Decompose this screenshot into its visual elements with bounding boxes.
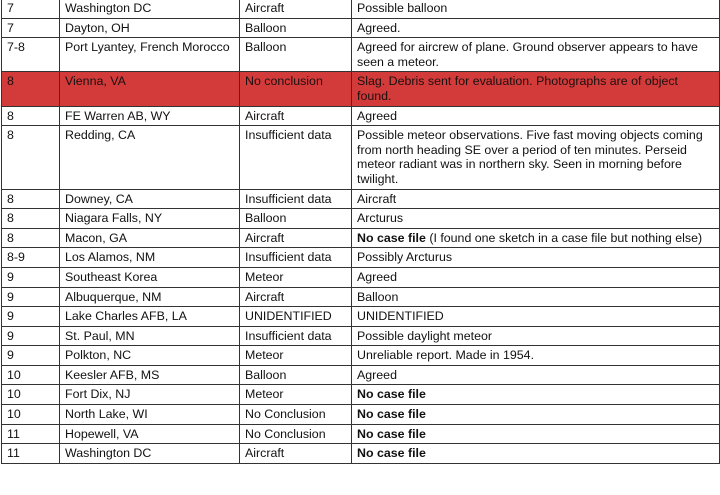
- table-row: [2, 267, 720, 287]
- evaluation-cell: Balloon: [240, 38, 352, 72]
- table-row: [2, 18, 720, 38]
- date-cell: 9: [2, 267, 60, 287]
- date-cell: 11: [2, 424, 60, 444]
- location-cell: Polkton, NC: [60, 346, 240, 366]
- notes-cell: Aircraft: [352, 189, 720, 209]
- table-row: [2, 287, 720, 307]
- date-cell: 8: [2, 72, 60, 106]
- evaluation-cell: Insufficient data: [240, 126, 352, 189]
- date-cell: 8: [2, 189, 60, 209]
- notes-cell: Possible balloon: [352, 0, 720, 18]
- evaluation-cell: UNIDENTIFIED: [240, 307, 352, 327]
- location-cell: Downey, CA: [60, 189, 240, 209]
- table-row: [2, 444, 720, 464]
- evaluation-cell: Balloon: [240, 209, 352, 229]
- sightings-table: [1, 0, 720, 464]
- date-cell: 9: [2, 307, 60, 327]
- table-row: [2, 405, 720, 425]
- evaluation-cell: Meteor: [240, 267, 352, 287]
- table-row: [2, 326, 720, 346]
- date-cell: 9: [2, 346, 60, 366]
- table-row: [2, 307, 720, 327]
- table-row: [2, 385, 720, 405]
- evaluation-cell: Aircraft: [240, 287, 352, 307]
- table-row: [2, 106, 720, 126]
- notes-cell: Unreliable report. Made in 1954.: [352, 346, 720, 366]
- case-file-status: No case file: [357, 407, 426, 422]
- location-cell: Keesler AFB, MS: [60, 365, 240, 385]
- table-row: [2, 248, 720, 268]
- case-file-status: No case file: [357, 387, 426, 402]
- location-cell: Fort Dix, NJ: [60, 385, 240, 405]
- table-row: [2, 38, 720, 72]
- date-cell: 8: [2, 106, 60, 126]
- notes-cell: Possibly Arcturus: [352, 248, 720, 268]
- notes-cell: Arcturus: [352, 209, 720, 229]
- table-row: [2, 126, 720, 189]
- notes-cell: Possible daylight meteor: [352, 326, 720, 346]
- notes-cell: Possible meteor observations. Five fast moving objects coming from north heading SE over a period of ten minutes. Perseid meteor radiant was in northern sky. Seen in morning before twilight.: [352, 126, 720, 189]
- sightings-table-body: [2, 0, 720, 463]
- date-cell: 7-8: [2, 38, 60, 72]
- date-cell: 10: [2, 405, 60, 425]
- location-cell: North Lake, WI: [60, 405, 240, 425]
- evaluation-cell: Aircraft: [240, 0, 352, 18]
- notes-cell: [352, 444, 720, 464]
- evaluation-cell: Insufficient data: [240, 189, 352, 209]
- location-cell: Southeast Korea: [60, 267, 240, 287]
- notes-cell: [352, 385, 720, 405]
- date-cell: 8: [2, 228, 60, 248]
- notes-extra: (I found one sketch in a case file but nothing else): [425, 230, 703, 245]
- location-cell: Vienna, VA: [60, 72, 240, 106]
- evaluation-cell: Meteor: [240, 346, 352, 366]
- date-cell: 10: [2, 365, 60, 385]
- evaluation-cell: Aircraft: [240, 228, 352, 248]
- location-cell: Washington DC: [60, 444, 240, 464]
- date-cell: 8: [2, 126, 60, 189]
- location-cell: Redding, CA: [60, 126, 240, 189]
- notes-cell: Agreed: [352, 267, 720, 287]
- date-cell: 8: [2, 209, 60, 229]
- date-cell: 9: [2, 326, 60, 346]
- location-cell: FE Warren AB, WY: [60, 106, 240, 126]
- evaluation-cell: Meteor: [240, 385, 352, 405]
- notes-cell: UNIDENTIFIED: [352, 307, 720, 327]
- evaluation-cell: Insufficient data: [240, 326, 352, 346]
- date-cell: 7: [2, 0, 60, 18]
- evaluation-cell: Balloon: [240, 18, 352, 38]
- location-cell: Hopewell, VA: [60, 424, 240, 444]
- case-file-status: No case file: [357, 426, 426, 441]
- evaluation-cell: Aircraft: [240, 444, 352, 464]
- table-row: [2, 424, 720, 444]
- table-row: [2, 346, 720, 366]
- table-row: [2, 365, 720, 385]
- notes-cell: Agreed: [352, 106, 720, 126]
- evaluation-cell: No conclusion: [240, 72, 352, 106]
- notes-cell: [352, 405, 720, 425]
- location-cell: Port Lyantey, French Morocco: [60, 38, 240, 72]
- evaluation-cell: Aircraft: [240, 106, 352, 126]
- date-cell: 8-9: [2, 248, 60, 268]
- table-row: [2, 209, 720, 229]
- location-cell: Los Alamos, NM: [60, 248, 240, 268]
- table-row: [2, 228, 720, 248]
- location-cell: St. Paul, MN: [60, 326, 240, 346]
- table-row: [2, 189, 720, 209]
- case-file-status: No case file: [357, 446, 426, 461]
- notes-cell: Agreed for aircrew of plane. Ground observer appears to have seen a meteor.: [352, 38, 720, 72]
- notes-cell: Slag. Debris sent for evaluation. Photographs are of object found.: [352, 72, 720, 106]
- notes-cell: Balloon: [352, 287, 720, 307]
- evaluation-cell: Balloon: [240, 365, 352, 385]
- location-cell: Lake Charles AFB, LA: [60, 307, 240, 327]
- location-cell: Niagara Falls, NY: [60, 209, 240, 229]
- location-cell: Washington DC: [60, 0, 240, 18]
- case-file-status: No case file: [357, 230, 426, 245]
- date-cell: 7: [2, 18, 60, 38]
- evaluation-cell: No Conclusion: [240, 405, 352, 425]
- location-cell: Macon, GA: [60, 228, 240, 248]
- location-cell: Dayton, OH: [60, 18, 240, 38]
- notes-cell: Agreed.: [352, 18, 720, 38]
- notes-cell: [352, 228, 720, 248]
- date-cell: 10: [2, 385, 60, 405]
- table-row: [2, 0, 720, 18]
- table-row-highlighted: [2, 72, 720, 106]
- notes-cell: [352, 424, 720, 444]
- notes-cell: Agreed: [352, 365, 720, 385]
- date-cell: 9: [2, 287, 60, 307]
- evaluation-cell: Insufficient data: [240, 248, 352, 268]
- date-cell: 11: [2, 444, 60, 464]
- evaluation-cell: No Conclusion: [240, 424, 352, 444]
- location-cell: Albuquerque, NM: [60, 287, 240, 307]
